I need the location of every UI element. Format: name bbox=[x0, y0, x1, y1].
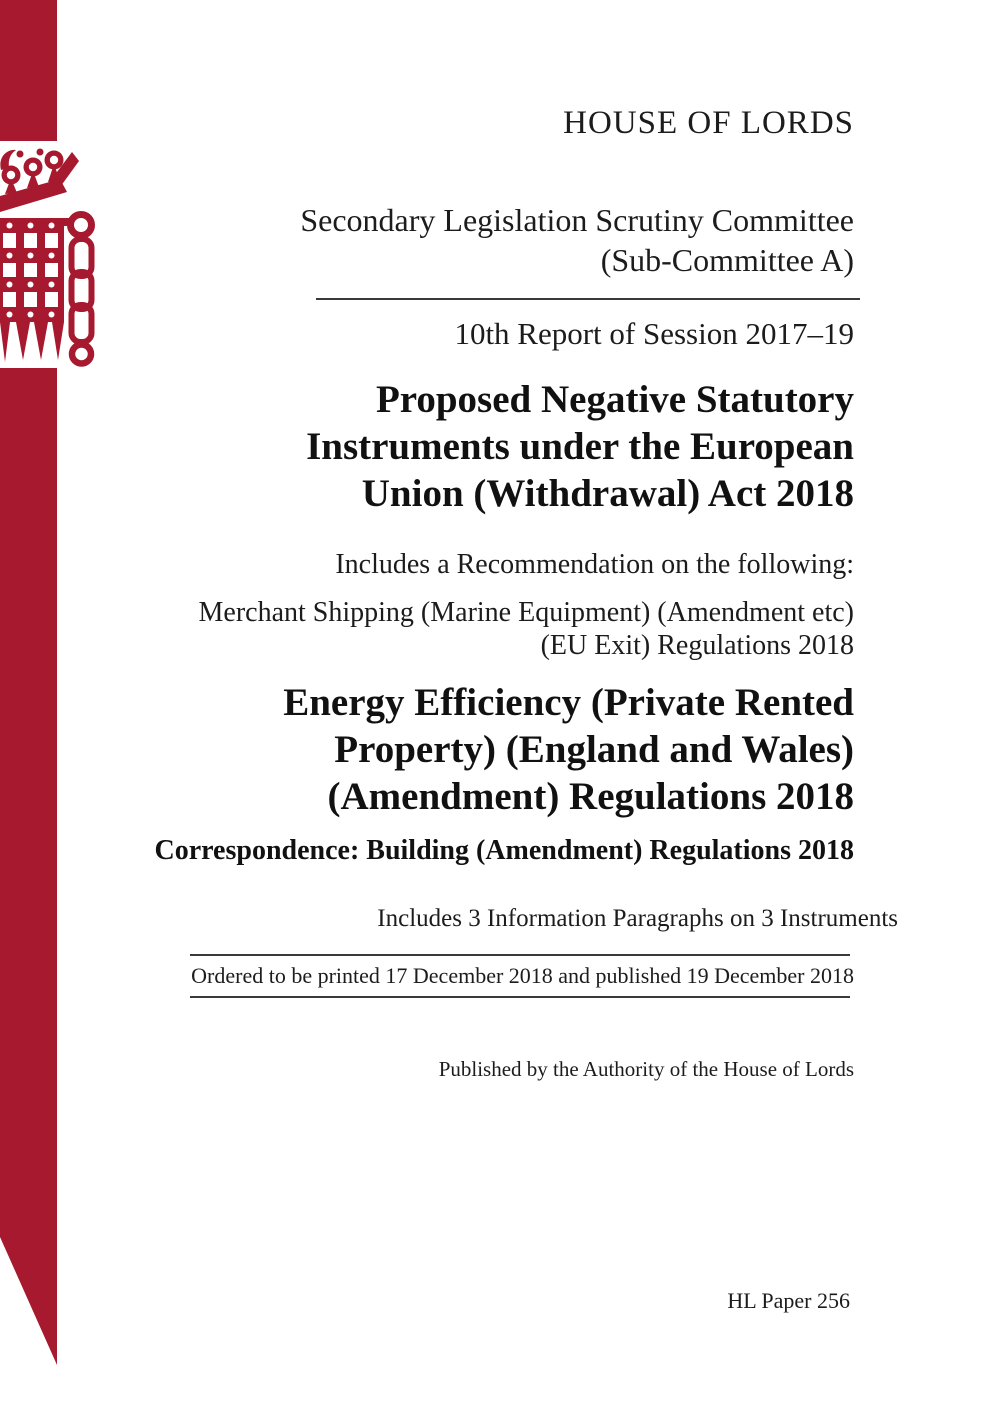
main-title-line1: Proposed Negative Statutory bbox=[375, 378, 854, 421]
recommendation-intro: Includes a Recommendation on the following: bbox=[335, 549, 854, 580]
red-ribbon-top bbox=[0, 0, 57, 141]
main-title-line3: Union (Withdrawal) Act 2018 bbox=[361, 472, 854, 515]
information-paragraphs-line: Includes 3 Information Paragraphs on 3 Instruments bbox=[377, 905, 898, 932]
main-report-title bbox=[306, 376, 854, 517]
instrument-name bbox=[199, 596, 854, 662]
secondary-title-line1: Energy Efficiency (Private Rented bbox=[283, 681, 854, 724]
session-report-number: 10th Report of Session 2017–19 bbox=[454, 316, 854, 351]
imprint-bottom-rule bbox=[190, 996, 850, 998]
committee-name bbox=[300, 200, 854, 280]
secondary-report-title bbox=[283, 679, 854, 820]
committee-line1: Secondary Legislation Scrutiny Committee bbox=[300, 202, 854, 238]
ordered-printed-line: Ordered to be printed 17 December 2018 and published 19 December 2018 bbox=[191, 963, 854, 988]
publisher-line: Published by the Authority of the House of Lords bbox=[438, 1057, 854, 1081]
paper-number: HL Paper 256 bbox=[727, 1288, 850, 1313]
committee-line2: (Sub-Committee A) bbox=[600, 242, 854, 278]
secondary-title-line3: (Amendment) Regulations 2018 bbox=[327, 775, 854, 818]
correspondence-line: Correspondence: Building (Amendment) Regulations 2018 bbox=[154, 835, 854, 866]
instrument-line2: (EU Exit) Regulations 2018 bbox=[540, 630, 854, 661]
imprint-top-rule bbox=[190, 954, 850, 956]
instrument-line1: Merchant Shipping (Marine Equipment) (Amendment etc) bbox=[198, 597, 854, 628]
page-title: HOUSE OF LORDS bbox=[563, 105, 854, 141]
main-title-line2: Instruments under the European bbox=[306, 425, 854, 468]
secondary-title-line2: Property) (England and Wales) bbox=[334, 728, 854, 771]
red-ribbon-tail bbox=[0, 368, 57, 1365]
house-of-lords-portcullis-icon bbox=[0, 148, 97, 373]
committee-divider-rule bbox=[316, 298, 860, 300]
